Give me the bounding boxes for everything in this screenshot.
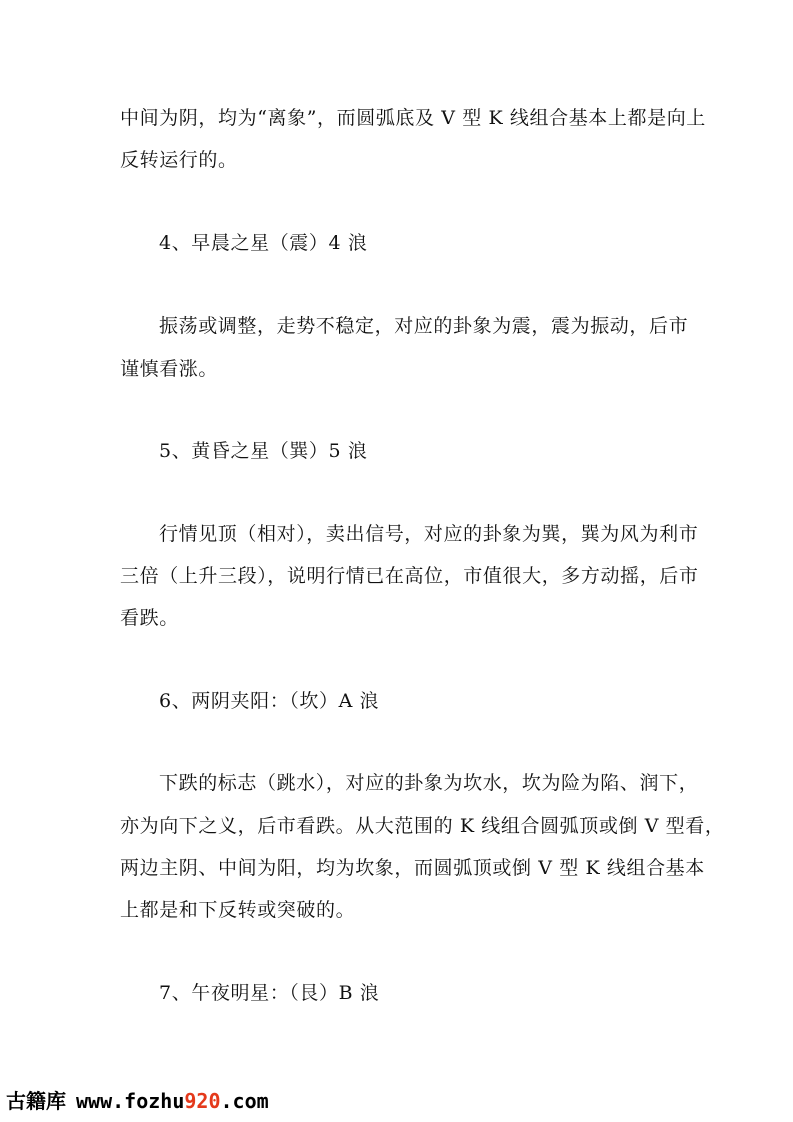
site-url-suffix: .com [220, 1089, 269, 1113]
paragraph-line: 谨慎看涨。 [120, 358, 219, 380]
paragraph-line: 上都是和下反转或突破的。 [120, 899, 356, 921]
section-heading: 7、午夜明星：（艮）B 浪 [159, 982, 380, 1004]
paragraph-line: 中间为阴，均为“离象”，而圆弧底及 V 型 K 线组合基本上都是向上 [120, 107, 706, 129]
paragraph-line: 反转运行的。 [120, 149, 238, 171]
paragraph-line: 行情见顶（相对），卖出信号，对应的卦象为巽，巽为风为利市 [159, 523, 699, 545]
paragraph-line: 三倍（上升三段），说明行情已在高位，市值很大，多方动摇，后市 [120, 565, 699, 587]
site-footer [6, 1086, 269, 1116]
paragraph-line: 下跌的标志（跳水），对应的卦象为坎水，坎为险为陷、润下， [159, 772, 699, 794]
section-heading: 4、早晨之星（震）4 浪 [159, 232, 368, 254]
paragraph-line: 振荡或调整，走势不稳定，对应的卦象为震，震为振动，后市 [159, 315, 689, 337]
section-heading: 6、两阴夹阳：（坎）A 浪 [159, 690, 380, 712]
site-brand: 古籍库 [6, 1089, 66, 1113]
site-url-highlight: 920 [184, 1089, 221, 1113]
site-url-prefix: www.fozhu [76, 1089, 185, 1113]
section-heading: 5、黄昏之星（巽）5 浪 [159, 440, 368, 462]
paragraph-line: 两边主阴、中间为阳，均为坎象，而圆弧顶或倒 V 型 K 线组合基本 [120, 857, 705, 879]
paragraph-line: 看跌。 [120, 607, 179, 629]
paragraph-line: 亦为向下之义，后市看跌。从大范围的 K 线组合圆弧顶或倒 V 型看， [120, 815, 725, 837]
